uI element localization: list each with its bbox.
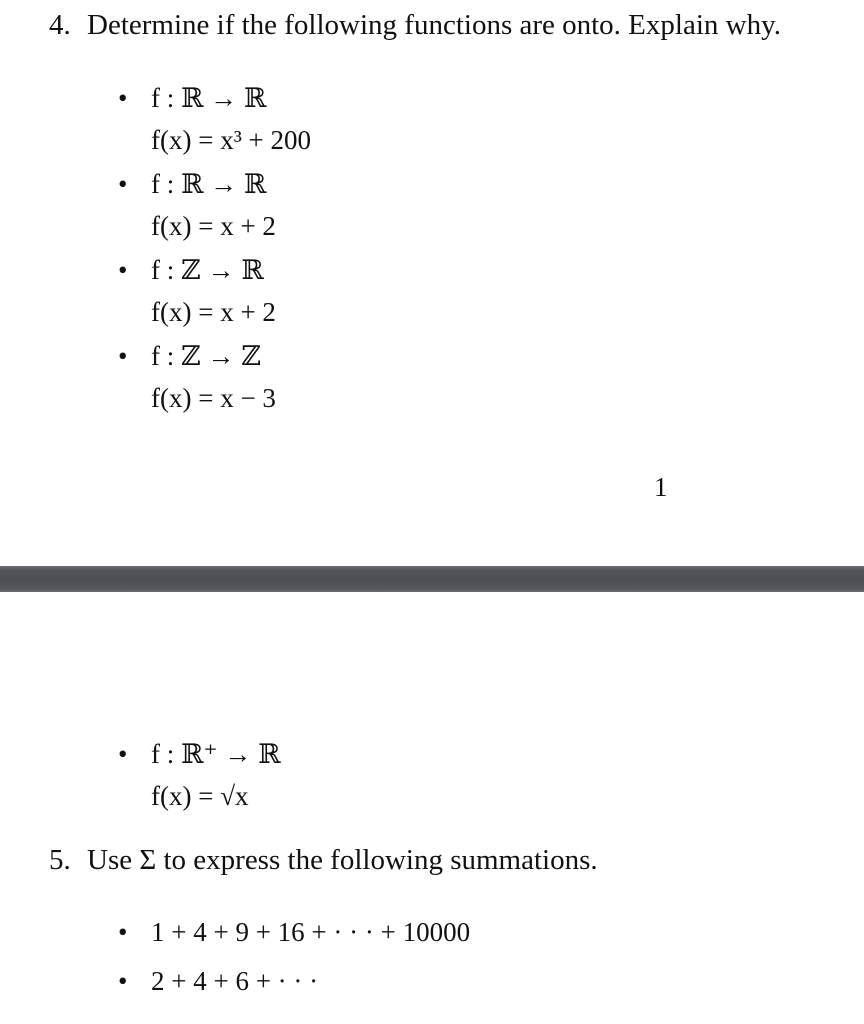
question-number: 5. <box>49 844 71 876</box>
page-separator <box>0 566 864 592</box>
function-mapping: f : ℤ → ℤ <box>151 341 261 371</box>
function-formula: f(x) = x + 2 <box>151 297 276 327</box>
function-mapping: f : ℝ → ℝ <box>151 83 267 113</box>
bullet: • <box>118 341 128 371</box>
function-mapping: f : ℤ → ℝ <box>151 255 264 285</box>
bullet: • <box>118 255 128 285</box>
page-number: 1 <box>654 472 668 502</box>
bullet: • <box>118 966 128 996</box>
bullet: • <box>118 739 128 769</box>
function-mapping: f : ℝ → ℝ <box>151 169 267 199</box>
question-4-heading <box>49 8 781 42</box>
question-number: 4. <box>49 9 71 41</box>
question-5-heading <box>49 843 598 877</box>
question-text: Use Σ to express the following summations. <box>87 844 598 876</box>
function-formula: f(x) = x³ + 200 <box>151 125 312 155</box>
bullet: • <box>118 917 128 947</box>
bullet: • <box>118 169 128 199</box>
summation-expression: 2 + 4 + 6 + · · · <box>151 966 319 996</box>
summation-expression: 1 + 4 + 9 + 16 + · · · + 10000 <box>151 917 471 947</box>
document-page-bottom <box>0 592 864 1024</box>
function-formula: f(x) = x − 3 <box>151 383 276 413</box>
bullet: • <box>118 83 128 113</box>
function-mapping: f : ℝ⁺ → ℝ <box>151 739 281 769</box>
question-text: Determine if the following functions are onto. Explain why. <box>87 9 781 41</box>
function-formula: f(x) = x + 2 <box>151 211 276 241</box>
function-formula: f(x) = √x <box>151 781 249 811</box>
